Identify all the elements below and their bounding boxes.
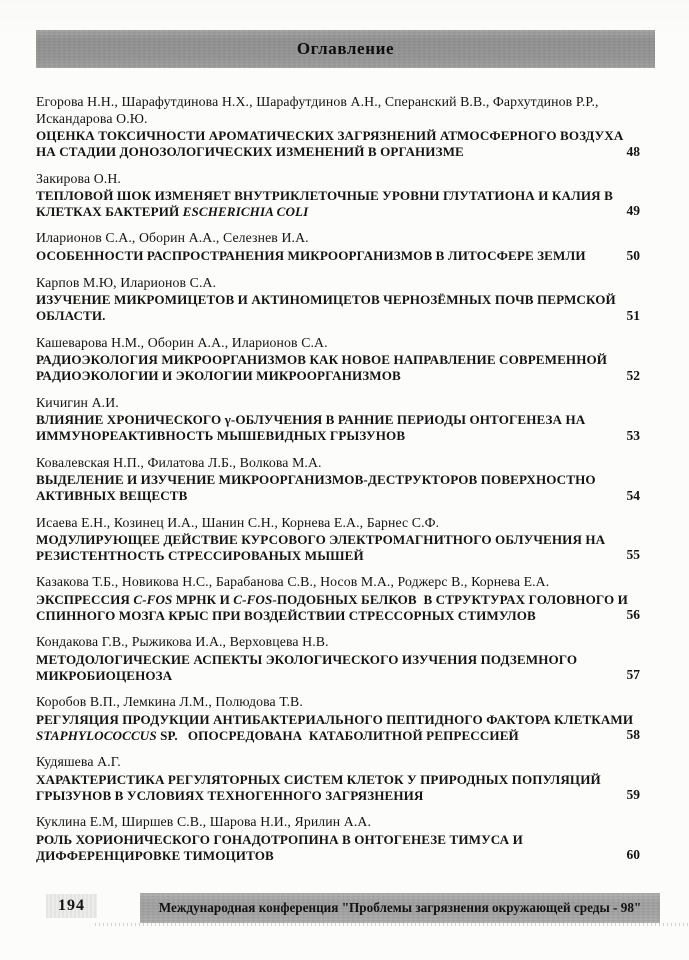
entry-page-number: 54 xyxy=(626,487,640,503)
entry-authors: Кондакова Г.В., Рыжикова И.А., Верховцева Н.В. xyxy=(36,634,329,650)
entry-authors: Исаева Е.Н., Козинец И.А., Шанин С.Н., Корнева Е.А., Барнес С.Ф. xyxy=(36,514,440,530)
toc-entry xyxy=(36,230,655,263)
entry-page-number: 59 xyxy=(626,787,640,803)
toc-list xyxy=(36,94,655,874)
entry-title: МЕТОДОЛОГИЧЕСКИЕ АСПЕКТЫ ЭКОЛОГИЧЕСКОГО ИЗУЧЕНИЯ ПОДЗЕМНОГО МИКРОБИОЦЕНОЗА xyxy=(36,651,581,683)
entry-title: МОДУЛИРУЮЩЕЕ ДЕЙСТВИЕ КУРСОВОГО ЭЛЕКТРОМАГНИТНОГО ОБЛУЧЕНИЯ НА РЕЗИСТЕНТНОСТЬ СТРЕССИРОВАНЫХ МЫШЕЙ xyxy=(36,532,609,563)
entry-title: ЭКСПРЕССИЯ C-FOS МРНК И C-FOS-ПОДОБНЫХ БЕЛКОВ В СТРУКТУРАХ ГОЛОВНОГО И СПИННОГО МОЗГА КРЫС ПРИ ВОЗДЕЙСТВИИ СТРЕССОРНЫХ СТИМУЛОВ xyxy=(36,592,632,623)
entry-title: РЕГУЛЯЦИЯ ПРОДУКЦИИ АНТИБАКТЕРИАЛЬНОГО ПЕПТИДНОГО ФАКТОРА КЛЕТКАМИ STAPHYLOCOCCUS SP. ОПОСРЕДОВАНА КАТАБОЛИТНОЙ РЕПРЕССИЕЙ xyxy=(36,711,640,743)
toc-entry xyxy=(36,515,655,564)
toc-entry xyxy=(36,694,655,743)
entry-authors: Карпов М.Ю, Иларионов С.А. xyxy=(36,274,217,290)
toc-entry xyxy=(36,634,655,683)
entry-title-row xyxy=(36,412,655,443)
entry-title: ОСОБЕННОСТИ РАСПРОСТРАНЕНИЯ МИКРООРГАНИЗМОВ В ЛИТОСФЕРЕ ЗЕМЛИ xyxy=(36,248,586,263)
entry-authors: Коробов В.П., Лемкина Л.М., Полюдова Т.В. xyxy=(36,694,303,710)
entry-title-row xyxy=(36,772,655,803)
entry-title-row xyxy=(36,832,655,863)
footer-banner xyxy=(140,893,660,923)
page-title: Оглавление xyxy=(296,39,395,58)
entry-title-row xyxy=(36,352,655,383)
entry-page-number: 56 xyxy=(626,607,640,623)
entry-authors: Закирова О.Н. xyxy=(36,170,121,186)
toc-entry xyxy=(36,395,655,444)
entry-page-number: 55 xyxy=(626,547,640,563)
page-footer xyxy=(0,893,689,933)
entry-authors: Куклина Е.М, Ширшев С.В., Шарова Н.И., Ярилин А.А. xyxy=(36,814,372,830)
scan-speckle-line xyxy=(95,923,689,926)
toc-entry xyxy=(36,455,655,504)
entry-title-row xyxy=(36,712,655,743)
entry-page-number: 52 xyxy=(626,367,640,383)
entry-page-number: 60 xyxy=(626,847,640,863)
toc-entry xyxy=(36,335,655,384)
entry-page-number: 49 xyxy=(626,203,640,219)
entry-page-number: 57 xyxy=(626,667,640,683)
toc-entry xyxy=(36,94,655,160)
folio-page-number: 194 xyxy=(46,894,97,918)
toc-header-band xyxy=(36,30,655,68)
toc-entry xyxy=(36,574,655,623)
entry-title: ХАРАКТЕРИСТИКА РЕГУЛЯТОРНЫХ СИСТЕМ КЛЕТОК У ПРИРОДНЫХ ПОПУЛЯЦИЙ ГРЫЗУНОВ В УСЛОВИЯХ ТЕХНОГЕННОГО ЗАГРЯЗНЕНИЯ xyxy=(36,771,605,803)
entry-authors: Кудяшева А.Г. xyxy=(36,754,121,770)
footer-banner-text: Международная конференция "Проблемы загрязнения окружающей среды - 98" xyxy=(158,900,642,915)
entry-title: РОЛЬ ХОРИОНИЧЕСКОГО ГОНАДОТРОПИНА В ОНТОГЕНЕЗЕ ТИМУСА И ДИФФЕРЕНЦИРОВКЕ ТИМОЦИТОВ xyxy=(36,831,527,863)
entry-title: РАДИОЭКОЛОГИЯ МИКРООРГАНИЗМОВ КАК НОВОЕ НАПРАВЛЕНИЕ СОВРЕМЕННОЙ РАДИОЭКОЛОГИИ И ЭКОЛОГИИ МИКРООРГАНИЗМОВ xyxy=(36,352,611,383)
entry-title-row xyxy=(36,248,655,264)
entry-title-row xyxy=(36,292,655,323)
entry-page-number: 53 xyxy=(626,427,640,443)
toc-entry xyxy=(36,754,655,803)
toc-entry xyxy=(36,814,655,863)
entry-title-row xyxy=(36,532,655,563)
entry-authors: Иларионов С.А., Оборин А.А., Селезнев И.А. xyxy=(36,230,309,246)
entry-title: ВЫДЕЛЕНИЕ И ИЗУЧЕНИЕ МИКРООРГАНИЗМОВ-ДЕСТРУКТОРОВ ПОВЕРХНОСТНО АКТИВНЫХ ВЕЩЕСТВ xyxy=(36,472,600,503)
entry-title: ТЕПЛОВОЙ ШОК ИЗМЕНЯЕТ ВНУТРИКЛЕТОЧНЫЕ УРОВНИ ГЛУТАТИОНА И КАЛИЯ В КЛЕТКАХ БАКТЕРИЙ ESCHERICHIA COLI xyxy=(36,188,617,219)
entry-title-row xyxy=(36,472,655,503)
entry-authors: Кашеварова Н.М., Оборин А.А., Иларионов С.А. xyxy=(36,334,328,350)
entry-title-row xyxy=(36,188,655,219)
entry-authors: Ковалевская Н.П., Филатова Л.Б., Волкова М.А. xyxy=(36,454,322,470)
entry-title: ОЦЕНКА ТОКСИЧНОСТИ АРОМАТИЧЕСКИХ ЗАГРЯЗНЕНИЙ АТМОСФЕРНОГО ВОЗДУХА НА СТАДИИ ДОНОЗОЛОГИЧЕСКИХ ИЗМЕНЕНИЙ В ОРГАНИЗМЕ xyxy=(36,128,627,159)
entry-title-row xyxy=(36,652,655,683)
entry-title: ИЗУЧЕНИЕ МИКРОМИЦЕТОВ И АКТИНОМИЦЕТОВ ЧЕРНОЗЁМНЫХ ПОЧВ ПЕРМСКОЙ ОБЛАСТИ. xyxy=(36,292,620,323)
entry-page-number: 48 xyxy=(626,143,640,159)
entry-page-number: 51 xyxy=(626,307,640,323)
toc-entry xyxy=(36,275,655,324)
entry-authors: Егорова Н.Н., Шарафутдинова Н.Х., Шарафутдинов А.Н., Сперанский В.В., Фархутдинов Р.Р., Искандарова О.Ю. xyxy=(36,94,599,126)
entry-authors: Кичигин А.И. xyxy=(36,394,119,410)
entry-authors: Казакова Т.Б., Новикова Н.С., Барабанова С.В., Носов М.А., Роджерс В., Корнева Е.А. xyxy=(36,574,550,590)
toc-entry xyxy=(36,171,655,220)
entry-title-row xyxy=(36,592,655,623)
entry-title: ВЛИЯНИЕ ХРОНИЧЕСКОГО γ-ОБЛУЧЕНИЯ В РАННИЕ ПЕРИОДЫ ОНТОГЕНЕЗА НА ИММУНОРЕАКТИВНОСТЬ МЫШЕВИДНЫХ ГРЫЗУНОВ xyxy=(36,412,589,443)
entry-page-number: 50 xyxy=(626,247,640,263)
entry-page-number: 58 xyxy=(626,727,640,743)
entry-title-row xyxy=(36,128,655,159)
